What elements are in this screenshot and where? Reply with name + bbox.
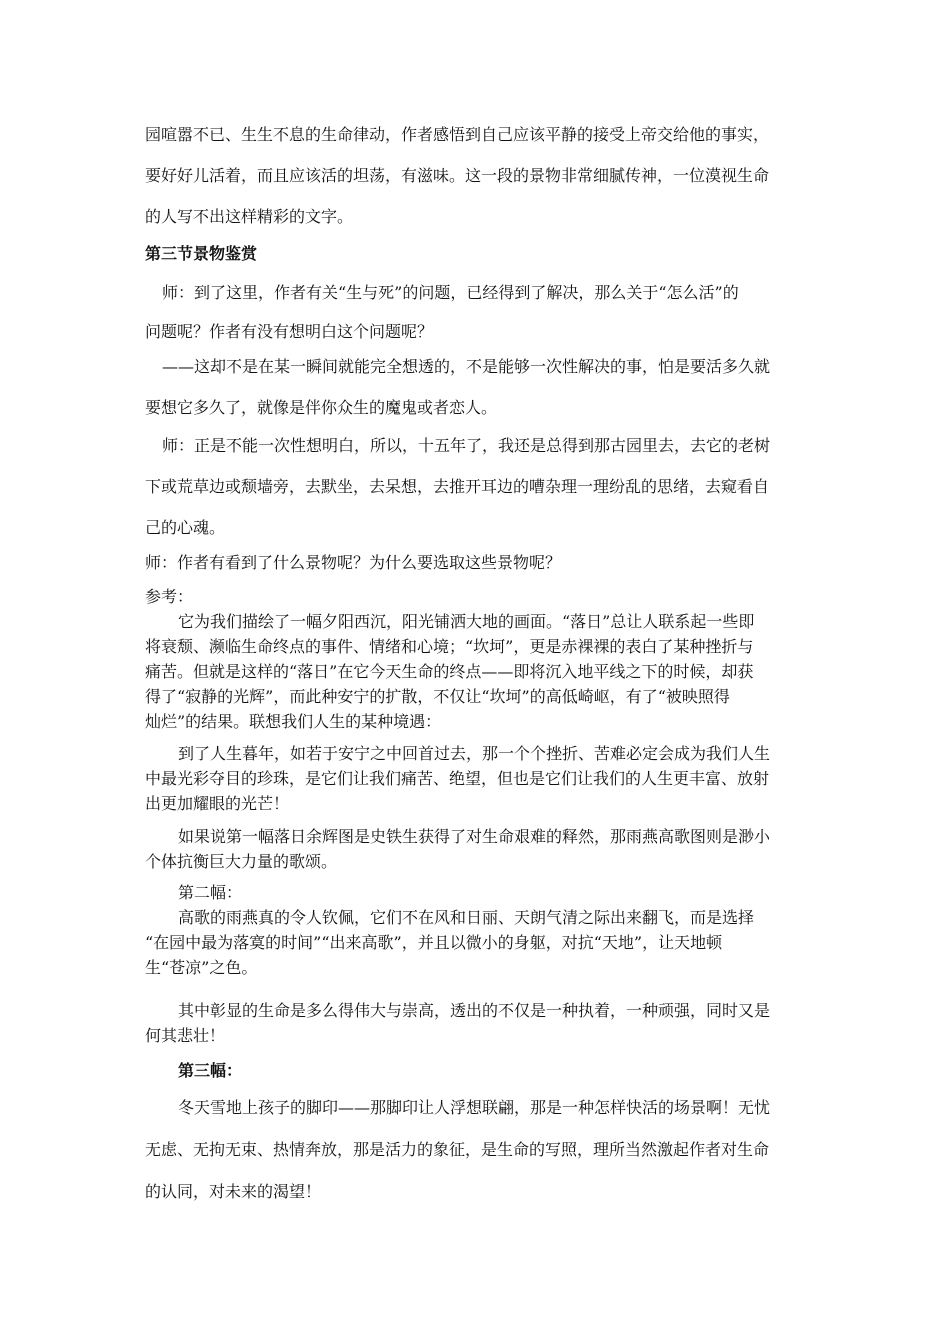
body-text-line: 问题呢？作者有没有想明白这个问题呢？ [145, 322, 434, 341]
body-text-line: 无虑、无拘无束、热情奔放，那是活力的象征，是生命的写照，理所当然激起作者对生命 [145, 1140, 770, 1159]
body-text-line: 其中彰显的生命是多么得伟大与崇高，透出的不仅是一种执着，一种顽强，同时又是 [178, 1001, 771, 1020]
body-text-line: 要好好儿活着，而且应该活的坦荡，有滋味。这一段的景物非常细腻传神，一位漠视生命 [145, 166, 770, 185]
body-text-line: 出更加耀眼的光芒！ [145, 794, 290, 813]
body-text-line: 师：到了这里，作者有关“生与死”的问题，已经得到了解决，那么关于“怎么活”的 [162, 283, 739, 302]
body-text-line: 师：正是不能一次性想明白，所以，十五年了，我还是总得到那古园里去，去它的老树 [162, 436, 771, 455]
body-text-line: 己的心魂。 [145, 518, 226, 537]
body-text-line: 冬天雪地上孩子的脚印——那脚印让人浮想联翩，那是一种怎样快活的场景啊！无忧 [178, 1098, 771, 1117]
body-text-line: “在园中最为落寞的时间”“出来高歌”，并且以微小的身躯，对抗“天地”，让天地顿 [145, 933, 723, 952]
subheading-second: 第二幅： [178, 883, 243, 902]
body-text-line: 园喧嚣不已、生生不息的生命律动，作者感悟到自己应该平静的接受上帝交给他的事实， [145, 125, 770, 144]
body-text-line: 下或荒草边或颓墙旁，去默坐，去呆想，去推开耳边的嘈杂理一理纷乱的思绪，去窥看自 [145, 477, 770, 496]
body-text-line: 到了人生暮年，如若于安宁之中回首过去，那一个个挫折、苦难必定会成为我们人生 [178, 744, 771, 763]
body-text-line: 何其悲壮！ [145, 1026, 226, 1045]
body-text-line: 个体抗衡巨大力量的歌颂。 [145, 852, 338, 871]
reference-label: 参考： [145, 587, 194, 606]
body-text-line: 中最光彩夺目的珍珠，是它们让我们痛苦、绝望，但也是它们让我们的人生更丰富、放射 [145, 769, 770, 788]
body-text-line: 高歌的雨燕真的令人钦佩，它们不在风和日丽、天朗气清之际出来翻飞，而是选择 [178, 908, 755, 927]
body-text-line: 痛苦。但就是这样的“落日”在它今天生命的终点——即将沉入地平线之下的时候，却获 [145, 662, 754, 681]
body-text-line: 将衰颓、濒临生命终点的事件、情绪和心境；“坎坷”，更是赤裸裸的表白了某种挫折与 [145, 637, 754, 656]
body-text-line: 灿烂”的结果。联想我们人生的某种境遇： [145, 712, 442, 731]
body-text-line: 生“苍凉”之色。 [145, 958, 258, 977]
section-heading: 第三节景物鉴赏 [145, 244, 258, 263]
subheading-third: 第三幅： [178, 1061, 243, 1080]
body-text-line: 得了“寂静的光辉”，而此种安宁的扩散，不仅让“坎坷”的高低崎岖，有了“被映照得 [145, 687, 730, 706]
body-text-line: 的人写不出这样精彩的文字。 [145, 207, 354, 226]
body-text-line: 的认同，对未来的渴望！ [145, 1182, 322, 1201]
body-text-line: 它为我们描绘了一幅夕阳西沉，阳光铺洒大地的画面。“落日”总让人联系起一些即 [178, 612, 755, 631]
body-text-line: 师：作者有看到了什么景物呢？为什么要选取这些景物呢？ [145, 553, 562, 572]
body-text-line: 如果说第一幅落日余辉图是史铁生获得了对生命艰难的释然，那雨燕高歌图则是渺小 [178, 827, 771, 846]
body-text-line: ——这却不是在某一瞬间就能完全想透的，不是能够一次性解决的事，怕是要活多久就 [162, 357, 771, 376]
body-text-line: 要想它多久了，就像是伴你众生的魔鬼或者恋人。 [145, 398, 498, 417]
